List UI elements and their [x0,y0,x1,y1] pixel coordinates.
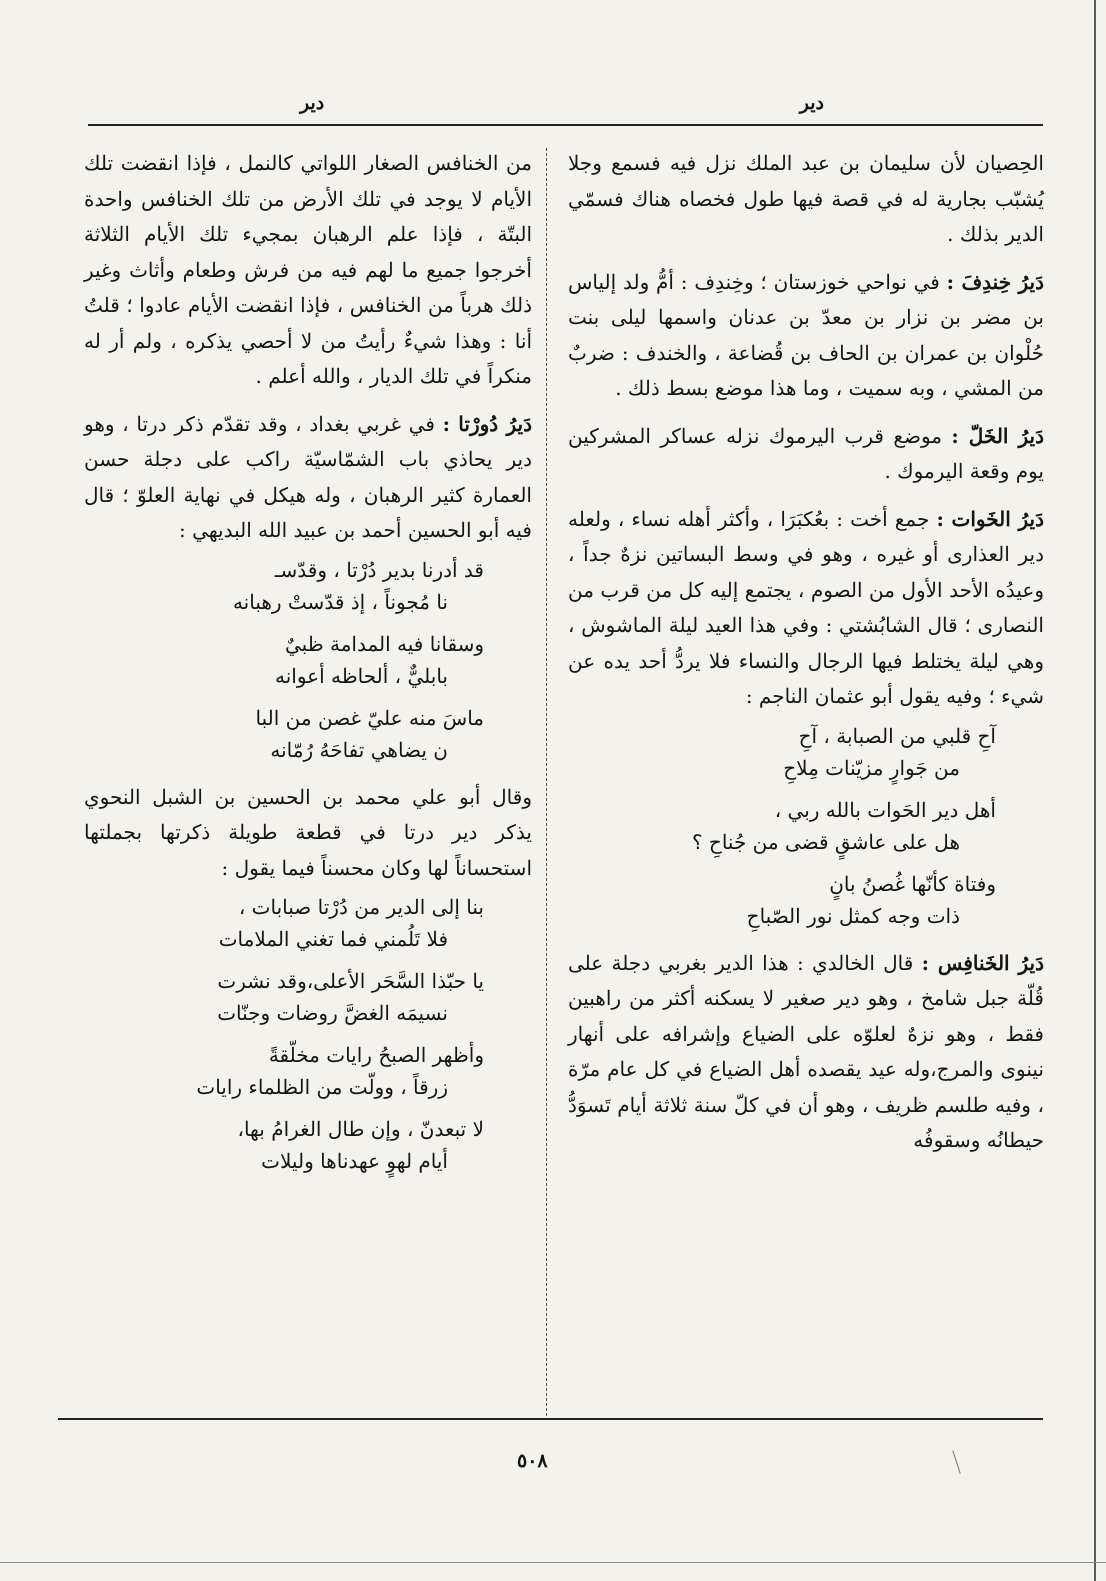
verse-hemistich-2: بابليٌّ ، ألحاظه أعوانه [274,663,448,688]
entry-text: موضع قرب اليرموك نزله عساكر المشركين يوم وقعة اليرموك . [568,423,1044,483]
entry-text: في غربي بغداد ، وقد تقدّم ذكر درتا ، وهو دير يحاذي باب الشمّاسيّة راكب على دجلة حسن العمارة كثير الرهبان ، وله هيكل في نهاية العلوّ ؛ قال فيه أبو الحسين أحمد بن عبيد الله البديهي : [84,411,532,542]
running-header-left: دير [300,92,325,114]
verse-hemistich-1: ماسَ منه عليّ غصن من البا [255,705,484,730]
left-column [84,146,532,1191]
dictionary-entry [84,407,532,549]
verse-hemistich-1: لا تبعدنّ ، وإن طال الغرامُ بها، [237,1117,484,1141]
footer-rule [58,1418,1043,1420]
verse-hemistich-1: وأظهر الصبحُ رايات مخلّقةً [268,1043,484,1067]
verse [568,868,1044,932]
entry-headword: دَيرُ الخَنافِس : [921,950,1044,975]
entry-headword: دَيرُ الخَلّ : [951,423,1044,448]
verse-hemistich-1: وسقانا فيه المدامة ظبيٌ [284,631,484,656]
page-number: ٥٠٨ [517,1450,548,1472]
verse-hemistich-1: يا حبّذا السَّحَر الأعلى،وقد نشرت [217,969,484,993]
dictionary-entry [568,419,1044,490]
right-column [568,146,1044,1159]
verse [568,720,1044,784]
verse-hemistich-1: أهل دير الحَوات بالله ربي ، [774,797,996,822]
dictionary-entry [568,265,1044,407]
verse-hemistich-2: أيام لهوٍ عهدناها وليلات [261,1149,448,1173]
verse [84,965,532,1029]
verse [84,702,532,766]
verse-hemistich-2: هل على عاشقٍ قضى من جُناحِ ؟ [691,829,960,854]
verse-hemistich-2: نا مُجوناً ، إذ قدّستْ رهبانه [232,589,448,614]
verse-hemistich-2: ذات وجه كمثل نور الصّباحِ [746,903,960,928]
verse-hemistich-2: نسيمَه الغضَّ روضات وجنّات [217,1001,448,1025]
entry-text: الحِصيان لأن سليمان بن عبد الملك نزل فيه فسمع وجلا يُشبّب بجارية له في قصة فيها طول فخصاه هناك فسمّي الدير بذلك . [568,151,1044,246]
verse [84,1039,532,1103]
entry-text: من الخنافس الصغار اللواتي كالنمل ، فإذا انقضت تلك الأيام لا يوجد في تلك الأرض من تلك الخنافس واحدة البتّة ، فإذا علم الرهبان بمجيء تلك الأيام الثلاثة أخرجوا جميع ما لهم فيه من فرش وطعام وأثاث وغير ذلك هرباً من الخنافس ، فإذا انقضت الأيام عادوا ؛ قلتُ أنا : وهذا شيءٌ رأيتُ من لا أحصي يذكره ، ولم أر له منكراً في تلك الديار ، والله أعلم . [84,151,532,388]
header-rule [88,124,1043,126]
poem [84,554,532,766]
pen-mark [952,1450,960,1473]
entry-text: جمع أخت : بعُكبَرَا ، وأكثر أهله نساء ، ولعله دير العذارى أو غيره ، وهو في وسط البساتين نزهٌ جداً ، وعيدُه الأحد الأول من الصوم ، يجتمع إليه كل من قرب من النصارى ؛ قال الشابُشتي : وفي هذا العيد ليلة الماشوش ، وهي ليلة يختلط فيها الرجال والنساء فلا يردُّ أحد يده عن شيء ؛ وفيه يقول أبو عثمان الناجم : [568,506,1044,708]
verse-hemistich-2: من جَوارٍ مزيّنات مِلاحِ [783,755,960,780]
verse [84,1113,532,1177]
verse [568,794,1044,858]
paragraph [84,780,532,887]
verse-hemistich-2: فلا تَلُمني فما تغني الملامات [218,927,448,951]
verse-hemistich-2: ن يضاهي تفاحَهُ رُمّانه [270,737,448,762]
verse [84,628,532,692]
column-separator [546,148,547,1416]
verse-hemistich-1: بنا إلى الدير من دُرْتا صبابات ، [238,895,484,919]
verse [84,554,532,618]
poem [568,720,1044,932]
verse-hemistich-1: وفتاة كأنّها غُصنُ بانٍ [829,871,996,896]
verse-hemistich-1: آحِ قلبي من الصبابة ، آحِ [798,723,996,748]
poem [84,891,532,1177]
dictionary-entry [568,502,1044,715]
dictionary-entry [568,946,1044,1159]
verse [84,891,532,955]
page-edge [1094,0,1096,1581]
entry-text: قال الخالدي : هذا الدير بغربي دجلة على قُلّة جبل شامخ ، وهو دير صغير لا يسكنه أكثر من راهبين فقط ، وهو نزهٌ لعلوّه على الضياع وإشرافه على أنهار نينوى والمرج،وله عيد يقصده أهل الضياع في كل عام مرّة ، وفيه طلسم ظريف ، وهو أن في كلّ سنة ثلاثة أيام تَسوَدُّ حيطانُه وسقوفُه [568,950,1044,1152]
verse-hemistich-1: قد أدرنا بدير دُرْتا ، وقدّسـ [274,557,484,582]
paragraph [84,146,532,395]
entry-headword: دَيرُ خِندِفَ : [946,269,1044,294]
bottom-edge [0,1562,1106,1563]
entry-text: وقال أبو علي محمد بن الحسين بن الشبل النحوي يذكر دير درتا في قطعة طويلة ذكرتها بجملتها استحساناً لها وكان محسناً فيما يقول : [84,784,532,880]
entry-headword: دَيرُ الخَوات : [936,506,1045,531]
paragraph [568,146,1044,253]
entry-text: في نواحي خوزستان ؛ وخِندِف : أمُّ ولد إلياس بن مضر بن نزار بن معدّ بن عدنان واسمها ليلى بنت حُلْوان بن عمران بن الحاف بن قُضاعة ، والخندف : ضربٌ من المشي ، وبه سميت ، وما هذا موضع بسط ذلك . [568,269,1044,400]
entry-headword: دَيرُ دُورْتا : [442,411,533,436]
running-header-right: دير [799,92,824,114]
verse-hemistich-2: زرقاً ، وولّت من الظلماء رايات [196,1075,448,1099]
